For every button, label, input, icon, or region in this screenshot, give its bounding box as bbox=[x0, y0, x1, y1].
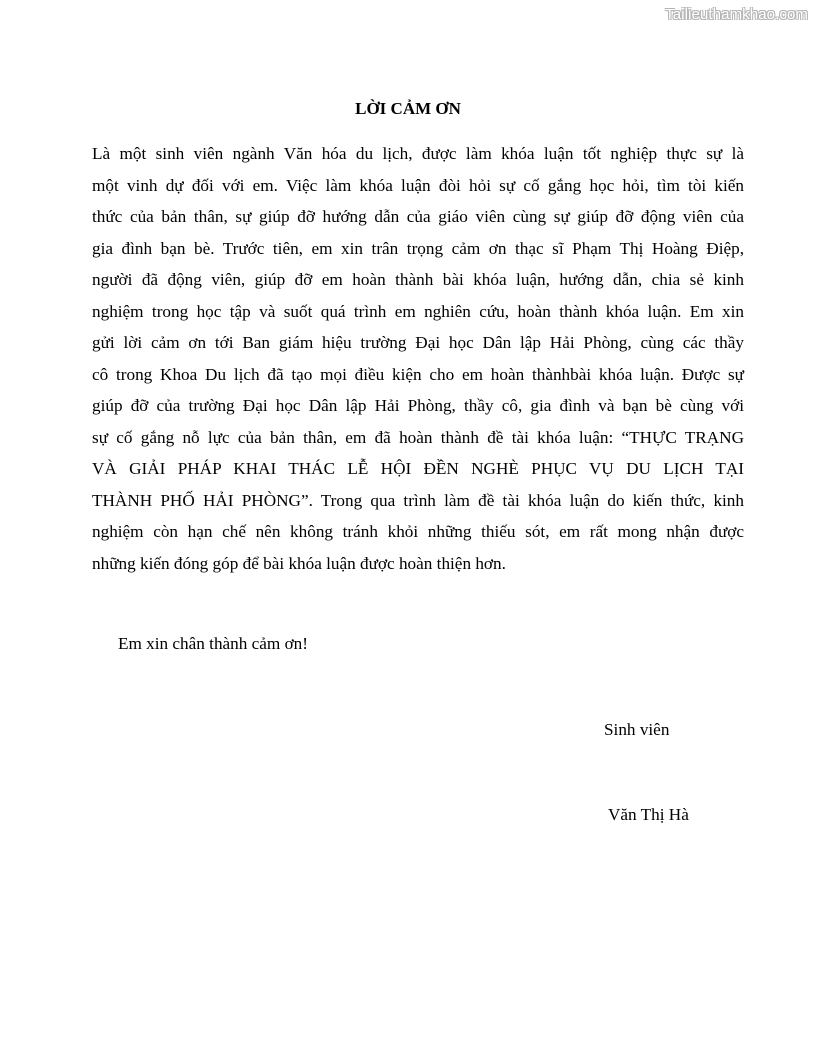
paragraph-line: một vinh dự đối với em. Việc làm khóa luận đòi hỏi sự cố gắng học hỏi, tìm tòi kiến bbox=[92, 175, 744, 195]
paragraph-line: Là một sinh viên ngành Văn hóa du lịch, được làm khóa luận tốt nghiệp thực sự là bbox=[92, 144, 744, 163]
paragraph-line: gia đình bạn bè. Trước tiên, em xin trân trọng cảm ơn thạc sĩ Phạm Thị Hoàng Điệp, bbox=[92, 238, 744, 258]
paragraph-line: thức của bản thân, sự giúp đỡ hướng dẫn của giáo viên cùng sự giúp đỡ động viên của bbox=[92, 207, 744, 226]
page-title: LỜI CẢM ƠN bbox=[355, 99, 461, 118]
acknowledgement-paragraph bbox=[92, 138, 744, 579]
paragraph-line: THÀNH PHỐ HẢI PHÒNG”. Trong qua trình làm đề tài khóa luận do kiến thức, kinh bbox=[92, 490, 744, 510]
paragraph-line: nghiệm còn hạn chế nên không tránh khỏi những thiếu sót, em rất mong nhận được bbox=[92, 522, 744, 541]
paragraph-line: sự cố gắng nỗ lực của bản thân, em đã hoàn thành đề tài khóa luận: “THỰC TRẠNG bbox=[92, 427, 744, 447]
paragraph-line: VÀ GIẢI PHÁP KHAI THÁC LỄ HỘI ĐỀN NGHÈ PHỤC VỤ DU LỊCH TẠI bbox=[92, 459, 744, 478]
watermark-text: Tailieuthamkhao.com bbox=[665, 6, 808, 23]
paragraph-line: giúp đỡ của trường Đại học Dân lập Hải Phòng, thầy cô, gia đình và bạn bè cùng với bbox=[92, 396, 744, 415]
closing-line: Em xin chân thành cảm ơn! bbox=[118, 634, 308, 653]
signature-role: Sinh viên bbox=[604, 720, 670, 739]
signature-name: Văn Thị Hà bbox=[608, 805, 689, 824]
paragraph-line: cô trong Khoa Du lịch đã tạo mọi điều kiện cho em hoàn thànhbài khóa luận. Được sự bbox=[92, 364, 744, 384]
paragraph-line: người đã động viên, giúp đỡ em hoàn thành bài khóa luận, hướng dẫn, chia sẻ kinh bbox=[92, 270, 744, 289]
paragraph-line: nghiệm trong học tập và suốt quá trình em nghiên cứu, hoàn thành khóa luận. Em xin bbox=[92, 301, 744, 321]
paragraph-line: gửi lời cảm ơn tới Ban giám hiệu trường Đại học Dân lập Hải Phòng, cùng các thầy bbox=[92, 333, 744, 352]
paragraph-line: những kiến đóng góp để bài khóa luận được hoàn thiện hơn. bbox=[92, 553, 506, 573]
